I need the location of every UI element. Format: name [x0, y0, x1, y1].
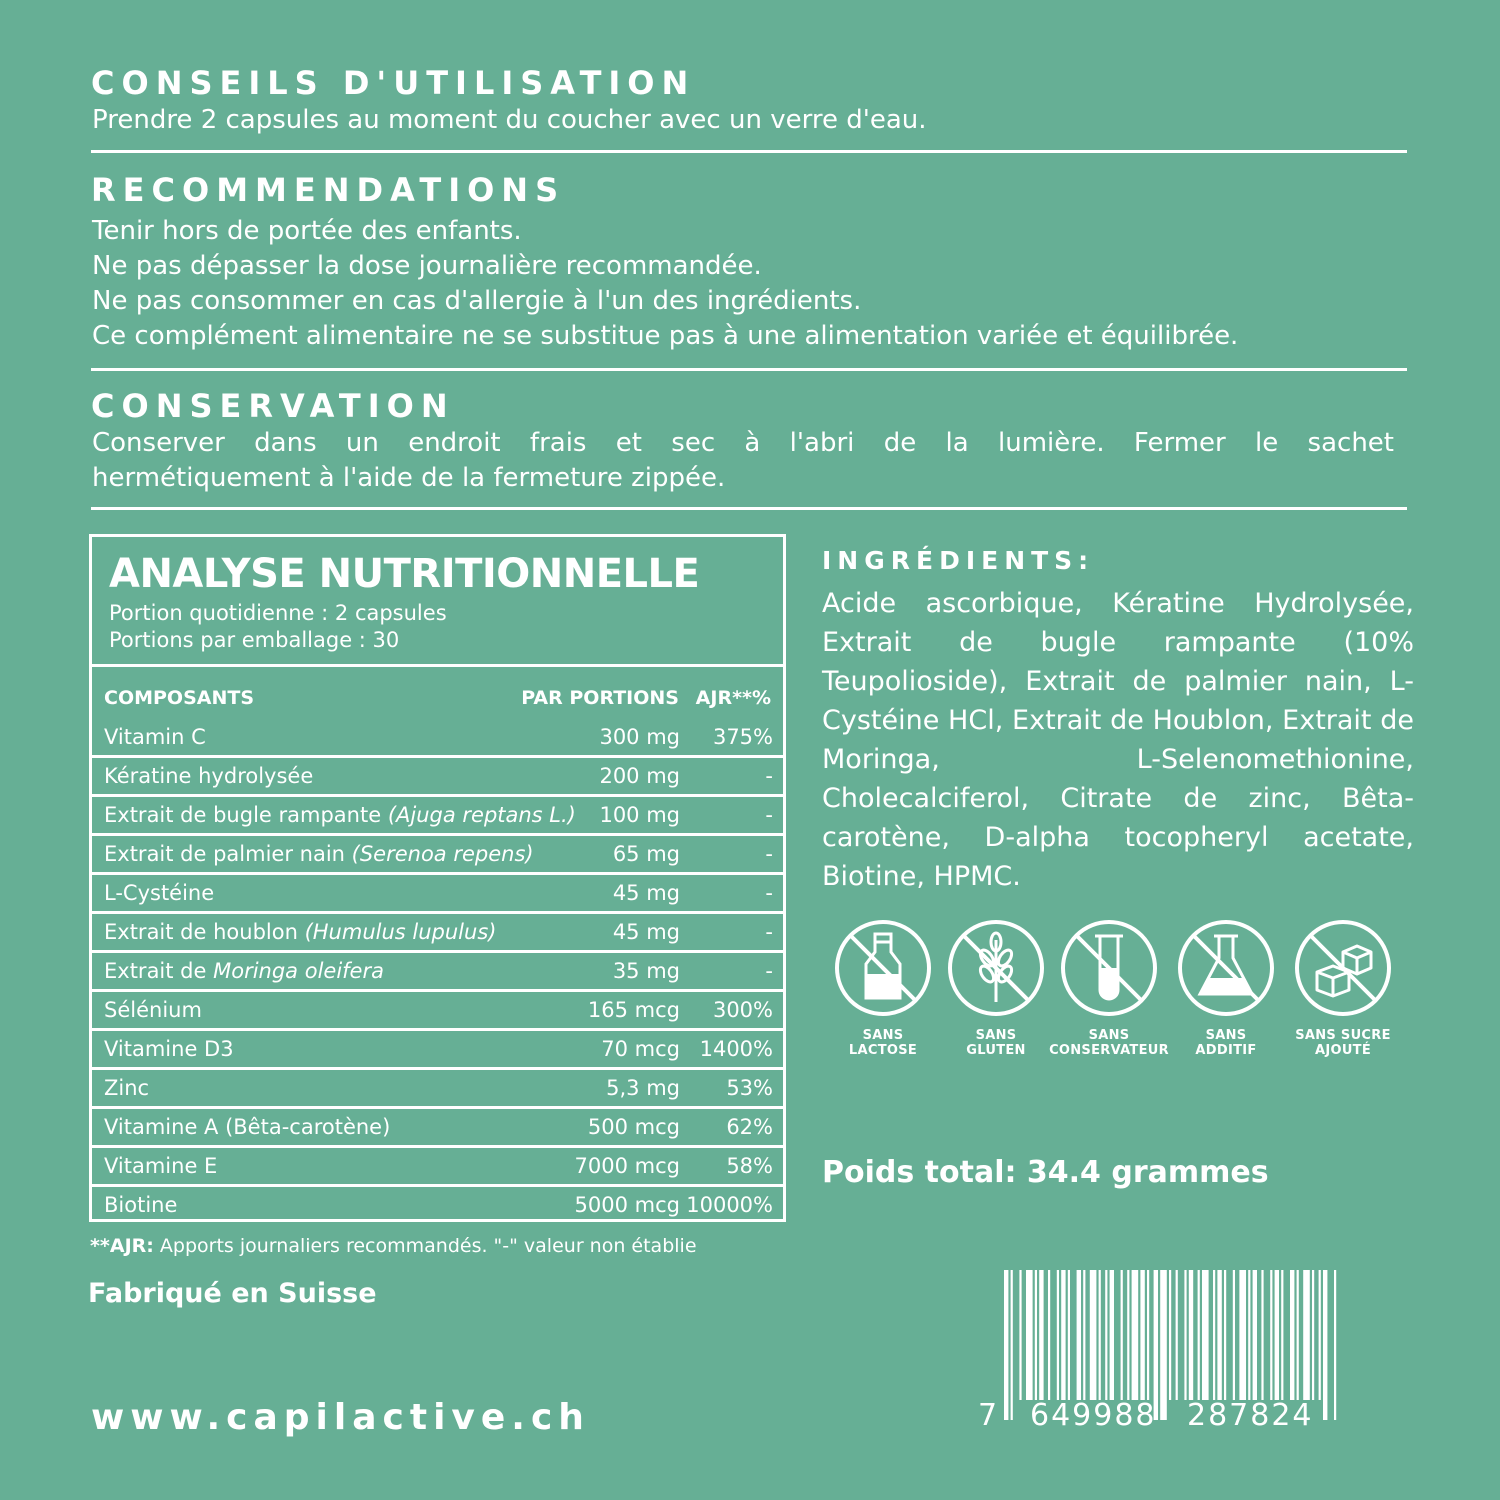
row-ajr: 300% [712, 998, 773, 1022]
sugar-cubes-icon [1293, 918, 1393, 1018]
badge-text: SANS [1088, 1028, 1130, 1043]
badge-text: ADDITIF [1195, 1043, 1257, 1058]
badge-gluten [936, 918, 1056, 1058]
component-name: Biotine [104, 1193, 178, 1217]
table-row [92, 1031, 783, 1070]
row-amount: 45 mg [612, 881, 680, 905]
row-ajr: - [765, 920, 773, 944]
recommendation-line: Ne pas consommer en cas d'allergie à l'un des ingrédients. [92, 286, 862, 316]
barcode-bar [1140, 1270, 1144, 1400]
component-name: Zinc [104, 1076, 150, 1100]
row-name [104, 1037, 234, 1061]
component-name: Vitamine A (Bêta-carotène) [104, 1115, 391, 1139]
row-amount: 200 mg [599, 764, 680, 788]
table-row [92, 719, 783, 758]
barcode-bar [1160, 1270, 1167, 1420]
barcode-bar [1233, 1270, 1235, 1400]
daily-portion: Portion quotidienne : 2 capsules [109, 601, 447, 625]
barcode-bar [1057, 1270, 1059, 1400]
row-ajr: - [765, 881, 773, 905]
barcode-digit: 7 [978, 1398, 999, 1433]
barcode-bar [1239, 1270, 1246, 1400]
component-name: Vitamine E [104, 1154, 218, 1178]
barcode-bar [1147, 1270, 1149, 1400]
barcode-bar [1334, 1270, 1336, 1420]
row-amount: 300 mg [599, 725, 680, 749]
badge-text: CONSERVATEUR [1049, 1043, 1169, 1058]
table-row [92, 797, 783, 836]
row-name [104, 842, 534, 866]
barcode-bar [1312, 1270, 1314, 1400]
table-row [92, 1187, 783, 1226]
row-name [104, 959, 384, 983]
flask-icon [1176, 918, 1276, 1018]
barcode-bar [1213, 1270, 1215, 1400]
badge-text: SANS [862, 1028, 904, 1043]
row-ajr: 1400% [699, 1037, 773, 1061]
component-name: Vitamine D3 [104, 1037, 234, 1061]
footnote-label: **AJR: [90, 1235, 154, 1257]
row-amount: 165 mcg [587, 998, 680, 1022]
row-name [104, 920, 496, 944]
component-latin: (Ajuga reptans L.) [387, 803, 576, 827]
table-row [92, 953, 783, 992]
row-amount: 100 mg [599, 803, 680, 827]
component-name: Vitamin C [104, 725, 206, 749]
barcode-bar [1105, 1270, 1107, 1400]
barcode-bar [1270, 1270, 1272, 1400]
nutrition-table [89, 534, 786, 1222]
badge-text: SANS [1205, 1028, 1247, 1043]
badge-text: SANS SUCRE [1295, 1028, 1391, 1043]
barcode-digits-right: 287824 [1187, 1398, 1314, 1433]
badge-text: GLUTEN [966, 1043, 1026, 1058]
portions-per-pack: Portions par emballage : 30 [109, 628, 400, 652]
barcode-bar [1303, 1270, 1310, 1400]
row-amount: 35 mg [612, 959, 680, 983]
component-latin: Moringa oleifera [213, 959, 384, 983]
row-ajr: - [765, 803, 773, 827]
barcode-bar [1319, 1270, 1321, 1400]
barcode [978, 1270, 1340, 1433]
barcode-bar [1026, 1270, 1033, 1400]
component-name: Extrait de palmier nain [104, 842, 352, 866]
website-link[interactable]: www.capilactive.ch [91, 1397, 590, 1438]
component-name: Extrait de houblon [104, 920, 305, 944]
barcode-bar [1189, 1270, 1193, 1400]
barcode-bar [1083, 1270, 1085, 1400]
barcode-bar [1169, 1270, 1171, 1400]
barcode-bar [1061, 1270, 1065, 1400]
divider [91, 150, 1407, 153]
row-name [104, 998, 202, 1022]
barcode-bar [1121, 1270, 1123, 1400]
barcode-bar [1035, 1270, 1037, 1400]
barcode-bar [1068, 1270, 1070, 1400]
divider [91, 368, 1407, 371]
component-latin: (Serenoa repens) [351, 842, 534, 866]
row-name [104, 1154, 217, 1178]
wheat-icon [946, 918, 1046, 1018]
recommendation-line: Ne pas dépasser la dose journalière recommandée. [92, 251, 762, 281]
row-name [104, 1076, 149, 1100]
nutrition-header [92, 537, 783, 667]
barcode-bar [1253, 1270, 1257, 1400]
badge-text: SANS [975, 1028, 1017, 1043]
table-row [92, 758, 783, 797]
barcode-bar [1176, 1270, 1178, 1400]
row-name [104, 1193, 177, 1217]
col-per-portion: PAR PORTIONS [521, 687, 679, 709]
table-row [92, 992, 783, 1031]
barcode-bar [1290, 1270, 1294, 1400]
barcode-bar [1248, 1270, 1250, 1400]
badge-text: LACTOSE [848, 1043, 918, 1058]
recommendations-list [92, 214, 1238, 354]
col-ajr: AJR**% [695, 687, 771, 709]
table-row [92, 1070, 783, 1109]
barcode-bar [1297, 1270, 1299, 1400]
barcode-bar [1048, 1270, 1050, 1400]
component-name: Extrait de [104, 959, 214, 983]
row-name [104, 1115, 390, 1139]
row-name [104, 881, 214, 905]
conservation-title: CONSERVATION [91, 387, 455, 425]
total-weight: Poids total: 34.4 grammes [822, 1155, 1269, 1190]
row-ajr: 53% [726, 1076, 773, 1100]
barcode-bar [1198, 1270, 1200, 1400]
footnote-text: Apports journaliers recommandés. "-" valeur non établie [153, 1235, 697, 1257]
row-ajr: 62% [726, 1115, 773, 1139]
row-ajr: - [765, 842, 773, 866]
barcode-bar [1039, 1270, 1043, 1400]
row-name [104, 764, 313, 788]
barcode-bar [1281, 1270, 1283, 1400]
badge-text: AJOUTÉ [1314, 1043, 1372, 1058]
table-header [92, 687, 783, 719]
barcode-bar [1011, 1270, 1013, 1420]
row-ajr: - [765, 959, 773, 983]
barcode-bar [1217, 1270, 1221, 1400]
barcode-bar [1261, 1270, 1263, 1400]
row-amount: 70 mcg [601, 1037, 680, 1061]
ingredients-title: INGRÉDIENTS: [822, 546, 1095, 575]
recommendation-line: Tenir hors de portée des enfants. [92, 216, 522, 246]
barcode-bar [1004, 1270, 1008, 1420]
recommendation-line: Ce complément alimentaire ne se substitue pas à une alimentation variée et équilibrée. [92, 321, 1239, 351]
component-name: Extrait de bugle rampante [104, 803, 388, 827]
divider [91, 507, 1407, 510]
row-ajr: 58% [726, 1154, 773, 1178]
conservation-text [92, 426, 1394, 496]
table-row [92, 836, 783, 875]
barcode-bar [1127, 1270, 1129, 1400]
ingredients-text: Acide ascorbique, Kératine Hydrolysée, Extrait de bugle rampante (10% Teupolioside), Extrait de palmier nain, L-Cystéine HCl, Extrait de Houblon, Extrait de Moringa, L-Selenomethionine, Cholecalciferol, Citrate de zinc, Bêta-carotène, D-alpha tocopheryl acetate, Biotine, HPMC. [822, 588, 1414, 892]
table-row [92, 914, 783, 953]
barcode-bar [1184, 1270, 1186, 1400]
barcode-bar [1323, 1270, 1327, 1420]
made-in: Fabriqué en Suisse [88, 1278, 377, 1309]
row-name [104, 725, 206, 749]
barcode-bar [1090, 1270, 1097, 1400]
row-ajr: - [765, 764, 773, 788]
barcode-bar [1099, 1270, 1101, 1400]
component-name: L-Cystéine [104, 881, 215, 905]
badge-additif [1166, 918, 1286, 1058]
table-row [92, 1109, 783, 1148]
component-name: Kératine hydrolysée [104, 764, 314, 788]
row-amount: 5000 mcg [574, 1193, 680, 1217]
component-name: Sélénium [104, 998, 202, 1022]
row-amount: 5,3 mg [606, 1076, 680, 1100]
row-ajr: 10000% [686, 1193, 773, 1217]
recommendations-title: RECOMMENDATIONS [91, 171, 566, 209]
test-tube-icon [1059, 918, 1159, 1018]
barcode-bar [1019, 1270, 1021, 1400]
row-amount: 500 mcg [587, 1115, 680, 1139]
nutrition-footnote [90, 1235, 697, 1257]
barcode-digits-left: 649988 [1030, 1398, 1157, 1433]
barcode-bar [1077, 1270, 1081, 1400]
row-amount: 7000 mcg [574, 1154, 680, 1178]
row-name [104, 803, 576, 827]
conservation-line: Conserver dans un endroit frais et sec à l'abri de la lumière. Fermer le sachet [92, 428, 1394, 458]
barcode-bar [1224, 1270, 1226, 1400]
badge-sucre [1283, 918, 1403, 1058]
conservation-line: hermétiquement à l'aide de la fermeture zippée. [92, 463, 726, 493]
bottle-icon [833, 918, 933, 1018]
table-row [92, 875, 783, 914]
row-amount: 45 mg [612, 920, 680, 944]
col-components: COMPOSANTS [104, 687, 255, 709]
badge-conservateur [1049, 918, 1169, 1058]
usage-title: CONSEILS D'UTILISATION [91, 64, 696, 102]
row-amount: 65 mg [612, 842, 680, 866]
component-latin: (Humulus lupulus) [304, 920, 497, 944]
barcode-bar [1275, 1270, 1279, 1400]
barcode-bar [1110, 1270, 1114, 1400]
table-row [92, 1148, 783, 1187]
badge-lactose [823, 918, 943, 1058]
barcode-bar [1132, 1270, 1139, 1400]
barcode-bar [1202, 1270, 1209, 1400]
row-ajr: 375% [712, 725, 773, 749]
usage-text: Prendre 2 capsules au moment du coucher avec un verre d'eau. [92, 105, 927, 135]
nutrition-title: ANALYSE NUTRITIONNELLE [109, 551, 700, 597]
